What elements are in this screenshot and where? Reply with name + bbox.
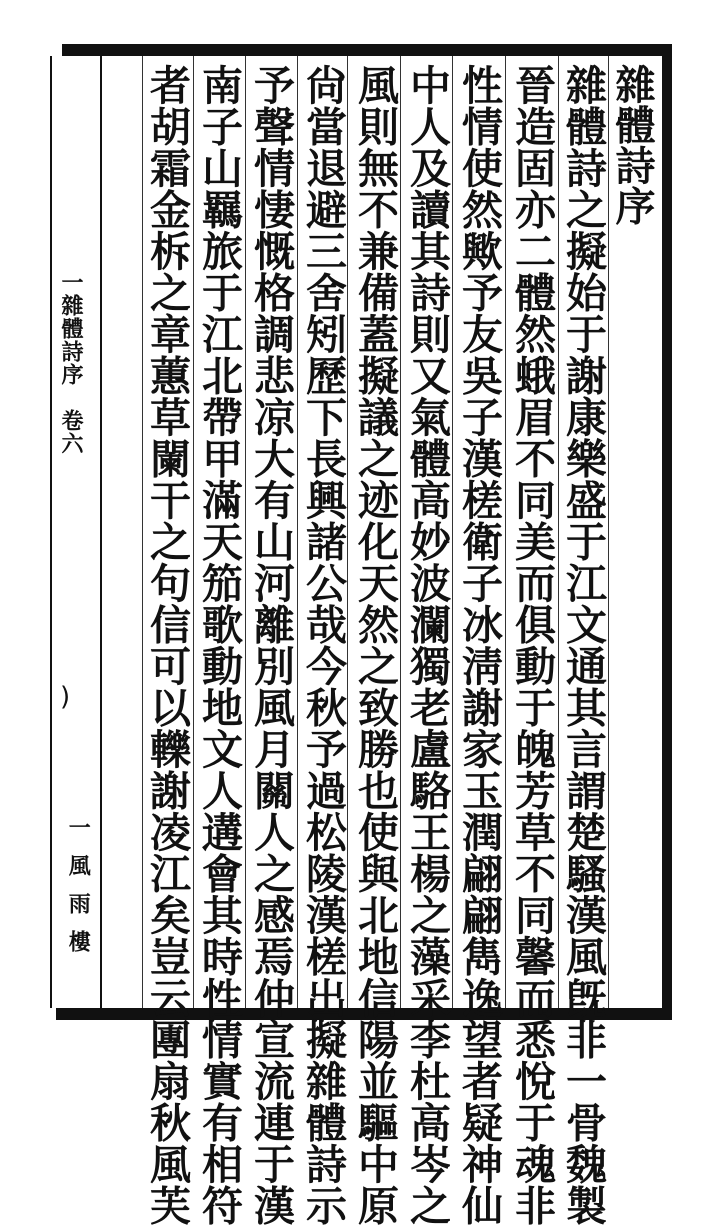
right-border-rule [662, 44, 672, 1020]
text-column: 予聲情悽慨格調悲凉大有山河離別風月關人之感焉仲宣流連于漢 [247, 64, 295, 1226]
fore-edge-mark: ) [60, 682, 71, 712]
text-column: 性情使然歟予友吳子漢槎衛子冰淸謝家玉潤翩翩雋逸望者疑神仙 [455, 64, 503, 1226]
column-rule [505, 56, 506, 1008]
top-border-rule [62, 44, 672, 56]
text-column: 雜體詩之擬始于謝康樂盛于江文通其言謂楚騷漢風旣非一骨魏製 [559, 64, 607, 1226]
column-rule [400, 56, 401, 1008]
text-column: 者胡霜金柝之章蕙草闌干之句信可以轢謝凌江矣豈云團扇秋風芙 [143, 64, 191, 1226]
text-column: 晉造固亦二體然蛾眉不同美而俱動于魄芳草不同馨而悉悅于魂非 [508, 64, 556, 1226]
column-rule [452, 56, 453, 1008]
column-rule [245, 56, 246, 1008]
document-title: 雜體詩序 [609, 64, 656, 226]
text-column: 中人及讀其詩則又氣體高妙波瀾獨老盧駱王楊之藻采李杜高岑之 [403, 64, 451, 1226]
left-border-rule [100, 56, 102, 1008]
text-column: 風則無不兼備蓋擬議之迹化天然之致勝也使與北地信陽並驅中原 [351, 64, 399, 1226]
column-rule [193, 56, 194, 1008]
text-column: 南子山羈旅于江北帶甲滿天笳歌動地文人遘會其時性情實有相符 [195, 64, 243, 1226]
fore-edge-publisher: 一風雨樓 [65, 816, 92, 968]
text-column: 尙當退避三舍矧歷下長興諸公哉今秋予過松陵漢槎出擬雜體詩示 [299, 64, 347, 1226]
fore-edge [54, 56, 98, 1008]
column-rule [297, 56, 298, 1008]
column-rule [347, 56, 348, 1008]
outer-left-border-rule [50, 56, 52, 1008]
fore-edge-title: 一雜體詩序 卷六 [58, 271, 84, 455]
